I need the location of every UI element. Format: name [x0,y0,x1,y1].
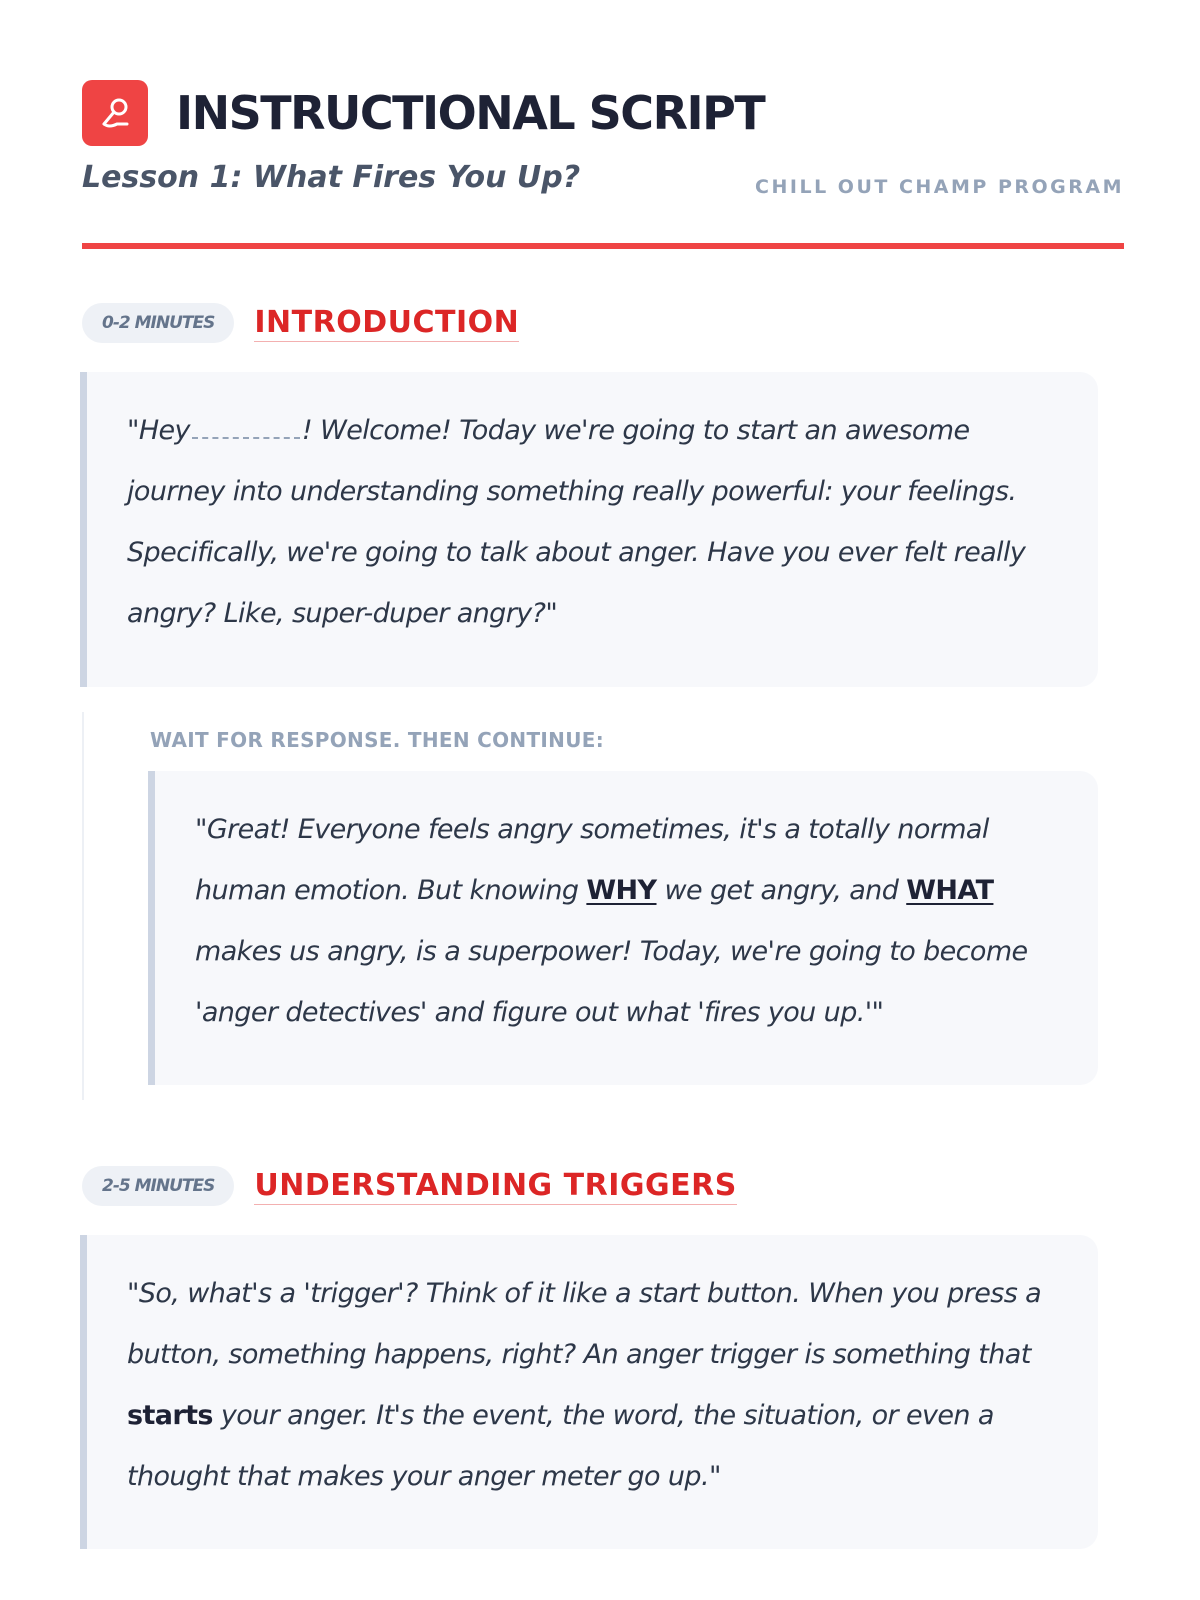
title-row [82,80,1124,146]
document-header [82,80,1124,206]
program-name: CHILL OUT CHAMP PROGRAM [755,176,1124,198]
script-text: your anger. It's the event, the word, the situation, or even a thought that makes your anger meter go up." [127,1400,994,1492]
header-divider [82,243,1124,249]
script-quote-introduction [80,372,1098,687]
script-text: "Great! Everyone feels angry sometimes, it's a totally normal human emotion. But knowing [195,814,989,906]
document-title: INSTRUCTIONAL SCRIPT [176,86,765,140]
stage-direction: WAIT FOR RESPONSE. THEN CONTINUE: [150,728,604,752]
microphone-icon [82,80,148,146]
time-badge: 0-2 MINUTES [82,303,234,343]
script-text: "So, what's a 'trigger'? Think of it like a start button. When you press a button, something happens, right? An anger trigger is something that [127,1278,1042,1370]
script-text: makes us angry, is a superpower! Today, we're going to become 'anger detectives' and figure out what 'fires you up.'" [195,936,1028,1028]
script-text: ! Welcome! Today we're going to start an awesome journey into understanding something really powerful: your feelings. Specifically, we're going to talk about anger. Have you ever felt really angry? Like, super-duper angry?" [127,415,1026,629]
emphasis-starts: starts [127,1400,213,1431]
script-quote-followup [148,771,1098,1085]
lesson-title: Lesson 1: What Fires You Up? [82,160,581,195]
section-title: INTRODUCTION [254,304,520,340]
time-badge: 2-5 MINUTES [82,1166,234,1206]
script-text: we get angry, and [664,875,899,906]
script-text: "Hey [127,415,190,446]
emphasis-why: WHY [586,875,657,906]
emphasis-what: WHAT [906,875,994,906]
subtitle-row [82,146,1124,206]
section-header-triggers [82,1166,737,1206]
name-blank [192,415,300,439]
section-header-introduction [82,303,519,343]
script-quote-triggers [80,1235,1098,1549]
section-title: UNDERSTANDING TRIGGERS [254,1167,737,1203]
